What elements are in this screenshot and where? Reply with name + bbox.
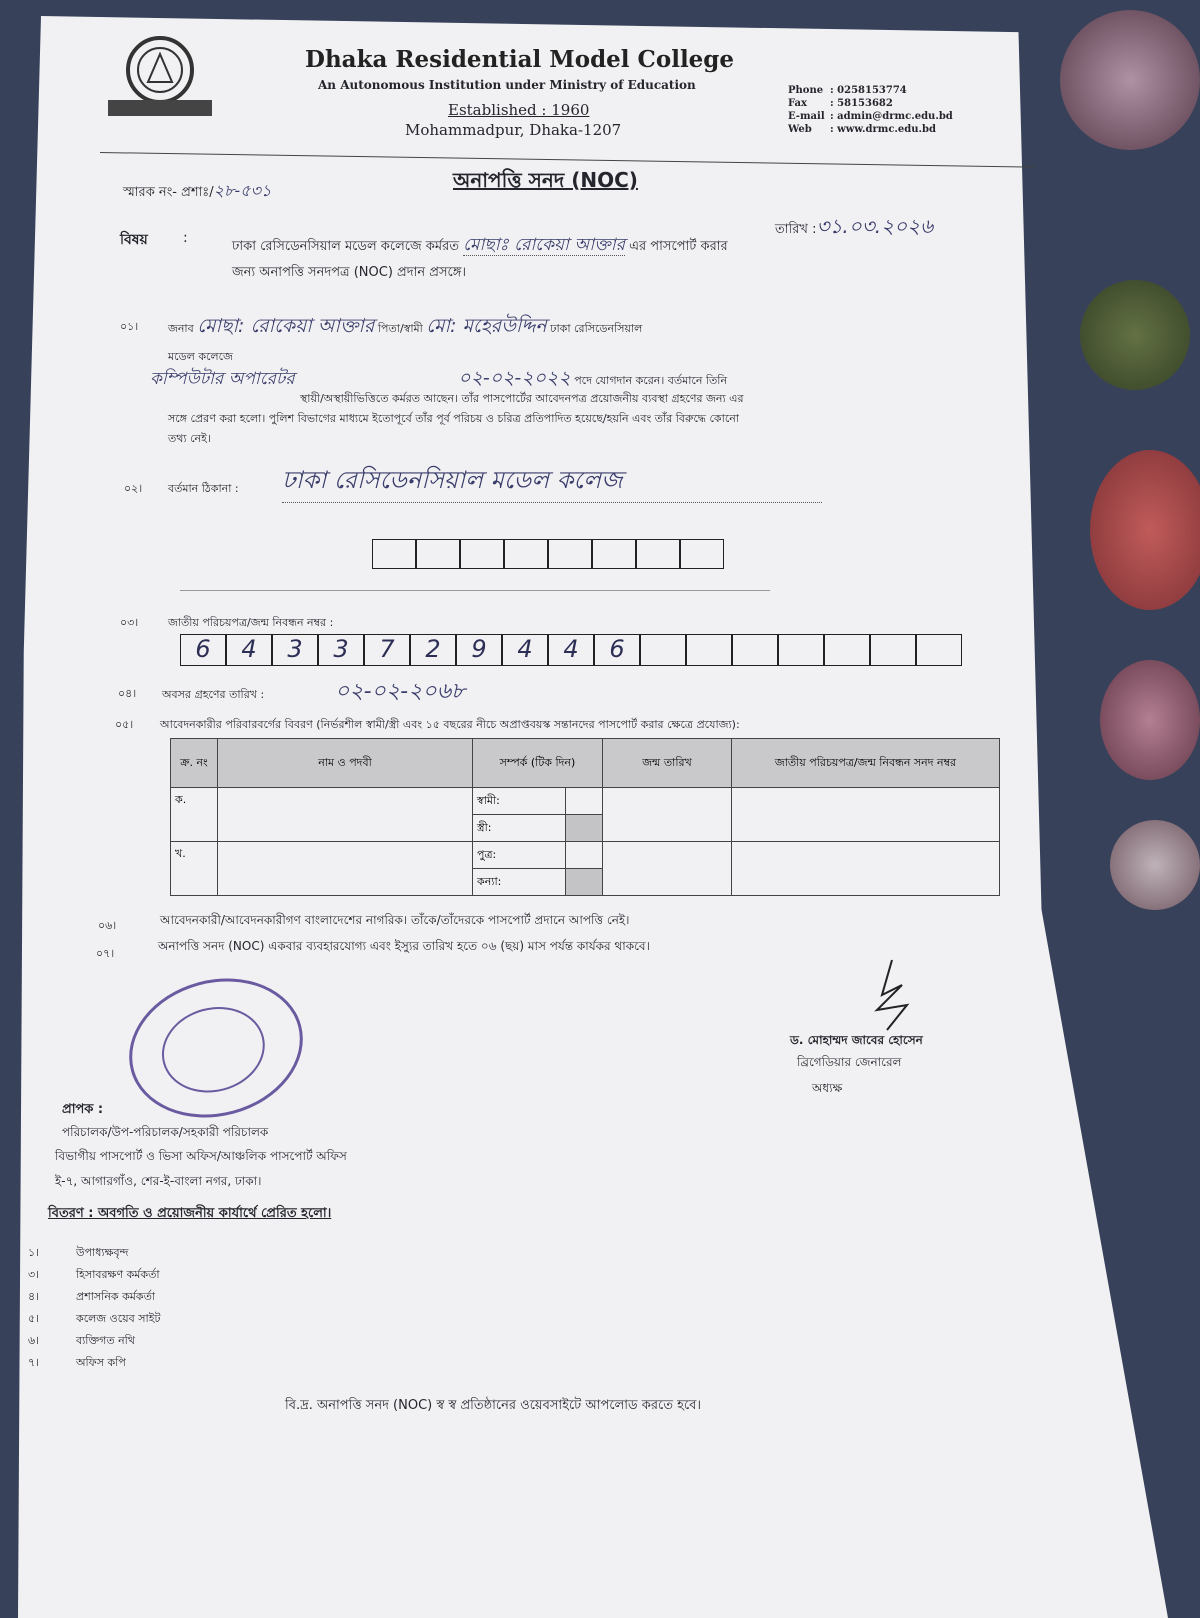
college-name: Dhaka Residential Model College [305,46,735,73]
distribution-text: প্রশাসনিক কর্মকর্তা [76,1290,156,1303]
item-01-line-5: তথ্য নেই। [168,432,211,445]
principal-signature [862,955,922,1035]
table-header: নাম ও পদবী [218,739,473,788]
relation-checkbox[interactable] [565,869,602,896]
distribution-number: ৬। [28,1334,40,1347]
nid-digit-box[interactable] [732,634,778,666]
distribution-item [28,1242,160,1264]
distribution-number: ৪। [28,1290,40,1303]
receiver-line-1: পরিচালক/উপ-পরিচালক/সহকারী পরিচালক [62,1125,269,1139]
fax-value: : 58153682 [830,98,893,109]
table-row [171,788,1000,815]
date-handwritten: ৩১.০৩.২০২৬ [816,214,934,238]
distribution-item [28,1286,160,1308]
distribution-label: বিতরণ : অবগতি ও প্রয়োজনীয় কার্যার্থে প্রেরিত হলো। [48,1206,332,1221]
background-flower [1060,10,1200,150]
distribution-item [28,1330,160,1352]
joined-text: পদে যোগদান করেন। বর্তমানে তিনি [574,374,728,387]
item-01-line-4: সঙ্গে প্রেরণ করা হলো। পুলিশ বিভাগের মাধ্যমে ইতোপূর্বে তাঁর পূর্ব পরিচয় ও চরিত্র প্রতিপাদিত হয়েছে/হয়নি এবং তাঁর বিরুদ্ধে কোনো [168,412,739,425]
item-01-number: ০১। [120,320,139,333]
table-header: ক্র. নং [171,739,218,788]
distribution-item [28,1264,160,1286]
background-flower [1110,820,1200,910]
nid-digit-box[interactable]: 2 [410,634,456,666]
father-name-handwritten: মো: মহেরউদ্দিন [426,315,547,337]
nid-digit-box[interactable] [824,634,870,666]
code-box[interactable] [416,539,460,569]
family-table [170,738,1000,896]
distribution-number: ৭। [28,1356,40,1369]
name-cell[interactable] [218,842,473,896]
model-college-label: মডেল কলেজে [168,350,233,363]
nid-digit-box[interactable] [916,634,962,666]
nid-digit-box[interactable]: 6 [594,634,640,666]
code-box[interactable] [548,539,592,569]
code-box[interactable] [372,539,416,569]
background-flower [1090,450,1200,610]
address-code-boxes [372,539,724,569]
relation-label: স্ত্রী: [473,815,566,842]
nid-digit-box[interactable] [686,634,732,666]
contact-block [788,84,953,136]
web-value: : www.drmc.edu.bd [830,124,936,135]
table-header: জাতীয় পরিচয়পত্র/জন্ম নিবন্ধন সনদ নম্বর [731,739,999,788]
retirement-label: অবসর গ্রহণের তারিখ : [162,688,265,701]
subject-line-1 [232,232,728,260]
nid-digit-box[interactable]: 7 [364,634,410,666]
distribution-number: ৩। [28,1268,40,1281]
nid-digit-box[interactable]: 3 [272,634,318,666]
subject-handwritten-name: মোছাঃ রোকেয়া আক্তার [463,235,625,255]
relation-checkbox[interactable] [565,842,602,869]
distribution-text: হিসাবরক্ষণ কর্মকর্তা [76,1268,160,1281]
document-date [775,212,933,245]
phone-value: : 0258153774 [830,85,907,96]
distribution-item [28,1308,160,1330]
distribution-number: ১। [28,1246,40,1259]
janab-label: জনাব [168,322,194,335]
item-01-line-3: স্থায়ী/অস্থায়ীভিত্তিতে কর্মরত আছেন। তাঁর পাসপোর্টের আবেদনপত্র প্রয়োজনীয় ব্যবস্থা গ্রহণের জন্য এর [300,392,744,405]
name-cell[interactable] [218,788,473,842]
receiver-label: প্রাপক : [62,1102,104,1117]
document-title: অনাপত্তি সনদ (NOC) [453,168,638,192]
family-label: আবেদনকারীর পরিবারবর্গের বিবরণ (নির্ভরশীল স্বামী/স্ত্রী এবং ১৫ বছরের নীচে অপ্রাপ্তবয়স্ক সন্তানদের পাসপোর্ট করার ক্ষেত্রে প্রযোজ্য): [160,718,740,731]
fax-label: Fax [788,98,807,109]
table-header: জন্ম তারিখ [602,739,731,788]
table-header: সম্পর্ক (টিক দিন) [473,739,603,788]
join-date-handwritten: ০২-০২-২০২২ [458,367,571,389]
subject-colon: : [183,230,188,246]
applicant-name-handwritten: মোছা: রোকেয়া আক্তার [197,315,375,337]
distribution-list [28,1242,160,1374]
nid-digit-box[interactable]: 9 [456,634,502,666]
relation-checkbox[interactable] [565,815,602,842]
birth-date-cell[interactable] [602,842,731,896]
subject-text-1-end: এর পাসপোর্ট করার [629,239,728,254]
distribution-number: ৫। [28,1312,40,1325]
address-underline [180,590,770,591]
distribution-text: উপাধ্যক্ষবৃন্দ [76,1246,129,1259]
phone-label: Phone [788,85,824,96]
distribution-text: ব্যক্তিগত নথি [76,1334,135,1347]
email-label: E-mail [788,111,825,122]
item-04-number: ০৪। [118,687,137,700]
father-label: পিতা/স্বামী [377,322,423,335]
item-06-text: আবেদনকারী/আবেদনকারীগণ বাংলাদেশের নাগরিক। তাঁকে/তাঁদেরকে পাসপোর্ট প্রদানে আপত্তি নেই। [160,913,630,927]
nid-digit-box[interactable]: 4 [502,634,548,666]
memo-number [123,178,271,205]
nid-cell[interactable] [731,788,999,842]
code-box[interactable] [636,539,680,569]
college-address: Mohammadpur, Dhaka-1207 [405,121,622,139]
dhaka-text: ঢাকা রেসিডেনসিয়াল [550,322,643,335]
college-logo [100,32,220,122]
distribution-text: কলেজ ওয়েব সাইট [76,1312,161,1325]
address-handwritten: ঢাকা রেসিডেনসিয়াল মডেল কলেজ [282,462,822,503]
established: Established : 1960 [448,101,590,119]
nid-digit-box[interactable]: 4 [226,634,272,666]
relation-label: কন্যা: [473,869,566,896]
date-label: তারিখ : [775,222,817,237]
nid-digit-box[interactable] [870,634,916,666]
subject-text-1: ঢাকা রেসিডেনসিয়াল মডেল কলেজে কর্মরত [232,239,459,254]
college-subtitle: An Autonomous Institution under Ministry of Education [318,78,696,92]
receiver-line-2: বিভাগীয় পাসপোর্ট ও ভিসা অফিস/আঞ্চলিক পাসপোর্ট অফিস [55,1149,347,1163]
relation-label: স্বামী: [473,788,566,815]
email-value: : admin@drmc.edu.bd [830,111,953,122]
signatory-name: ড. মোহাম্মদ জাবের হোসেন [790,1033,923,1047]
item-05-number: ০৫। [115,718,134,731]
footer-note: বি.দ্র. অনাপত্তি সনদ (NOC) স্ব স্ব প্রতিষ্ঠানের ওয়েবসাইটে আপলোড করতে হবে। [285,1398,702,1413]
subject-line-2: জন্য অনাপত্তি সনদপত্র (NOC) প্রদান প্রসঙ্গে। [232,265,467,280]
distribution-text: অফিস কপি [76,1356,126,1369]
item-07-text: অনাপত্তি সনদ (NOC) একবার ব্যবহারযোগ্য এবং ইস্যুর তারিখ হতে ০৬ (ছয়) মাস পর্যন্ত কার্যকর থাকবে। [158,939,650,953]
code-box[interactable] [680,539,724,569]
nid-cell[interactable] [731,842,999,896]
subject-label: বিষয় [120,232,148,248]
item-02-number: ০২। [124,482,143,495]
address-label: বর্তমান ঠিকানা : [168,482,239,495]
signatory-rank: ব্রিগেডিয়ার জেনারেল [797,1055,902,1069]
post-handwritten: কম্পিউটার অপারেটর [150,369,295,389]
item-06-number: ০৬। [98,919,117,932]
code-box[interactable] [504,539,548,569]
web-label: Web [788,124,812,135]
nid-digit-box[interactable]: 6 [180,634,226,666]
nid-digit-box[interactable]: 3 [318,634,364,666]
distribution-item [28,1352,160,1374]
relation-checkbox[interactable] [565,788,602,815]
nid-digit-box[interactable]: 4 [548,634,594,666]
table-header-row [171,739,1000,788]
row-number: খ. [171,842,218,896]
receiver-line-3: ই-৭, আগারগাঁও, শের-ই-বাংলা নগর, ঢাকা। [55,1174,262,1188]
relation-label: পুত্র: [473,842,566,869]
retirement-date-handwritten: ০২-০২-২০৬৮ [335,679,466,704]
code-box[interactable] [460,539,504,569]
code-box[interactable] [592,539,636,569]
item-03-number: ০৩। [120,616,139,629]
nid-digit-box[interactable] [778,634,824,666]
background-flower [1080,280,1190,390]
item-07-number: ০৭। [96,947,115,960]
nid-digit-box[interactable] [640,634,686,666]
item-01-line-1 [168,312,642,344]
memo-handwritten: ২৮-৫৩১ [213,181,272,200]
memo-label: স্মারক নং- প্রশাঃ/ [123,185,214,200]
birth-date-cell[interactable] [602,788,731,842]
nid-label: জাতীয় পরিচয়পত্র/জন্ম নিবন্ধন নম্বর : [168,616,334,629]
signatory-post: অধ্যক্ষ [812,1081,843,1095]
nid-boxes [180,634,962,666]
table-row [171,842,1000,869]
row-number: ক. [171,788,218,842]
background-flower [1100,660,1200,780]
